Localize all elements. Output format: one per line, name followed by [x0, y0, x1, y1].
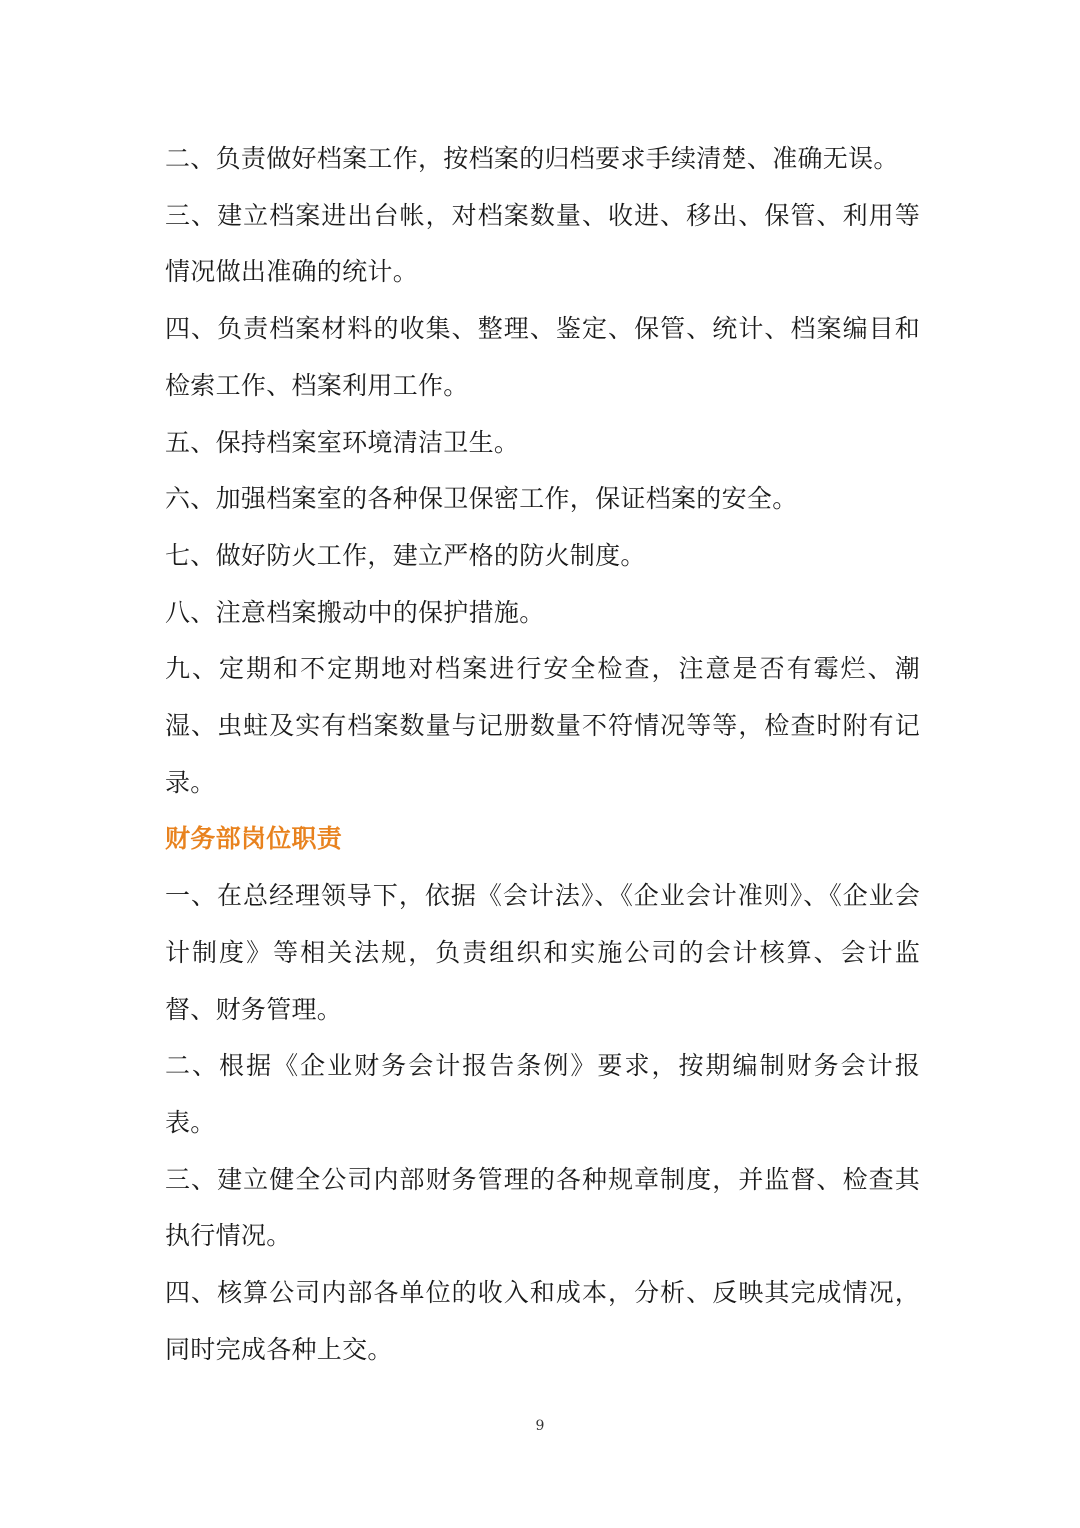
finance-duty-2: 二、根据《企业财务会计报告条例》要求，按期编制财务会计报表。: [165, 1051, 920, 1137]
page-content: [165, 131, 920, 1378]
archive-duty-3: 三、建立档案进出台帐，对档案数量、收进、移出、保管、利用等情况做出准确的统计。: [165, 200, 920, 287]
archive-duty-5: 五、保持档案室环境清洁卫生。: [165, 427, 520, 457]
archive-duty-9: 九、定期和不定期地对档案进行安全检查，注意是否有霉烂、潮湿、虫蛀及实有档案数量与记册数量不符情况等等，检查时附有记录。: [165, 654, 920, 797]
finance-duty-3: 三、建立健全公司内部财务管理的各种规章制度，并监督、检查其执行情况。: [165, 1164, 920, 1251]
section-heading-finance: 财务部岗位职责: [165, 824, 343, 854]
archive-duty-4: 四、负责档案材料的收集、整理、鉴定、保管、统计、档案编目和检索工作、档案利用工作。: [165, 314, 920, 400]
finance-duty-1: 一、在总经理领导下，依据《会计法》、《企业会计准则》、《企业会计制度》等相关法规，负责组织和实施公司的会计核算、会计监督、财务管理。: [165, 881, 920, 1024]
finance-duty-4: 四、核算公司内部各单位的收入和成本，分析、反映其完成情况，同时完成各种上交。: [165, 1278, 920, 1364]
archive-duty-6: 六、加强档案室的各种保卫保密工作，保证档案的安全。: [165, 484, 798, 514]
archive-duty-7: 七、做好防火工作，建立严格的防火制度。: [165, 540, 646, 570]
page-number: 9: [535, 1418, 545, 1434]
archive-duty-8: 八、注意档案搬动中的保护措施。: [165, 597, 545, 627]
archive-duty-2: 二、负责做好档案工作，按档案的归档要求手续清楚、准确无误。: [165, 144, 899, 173]
